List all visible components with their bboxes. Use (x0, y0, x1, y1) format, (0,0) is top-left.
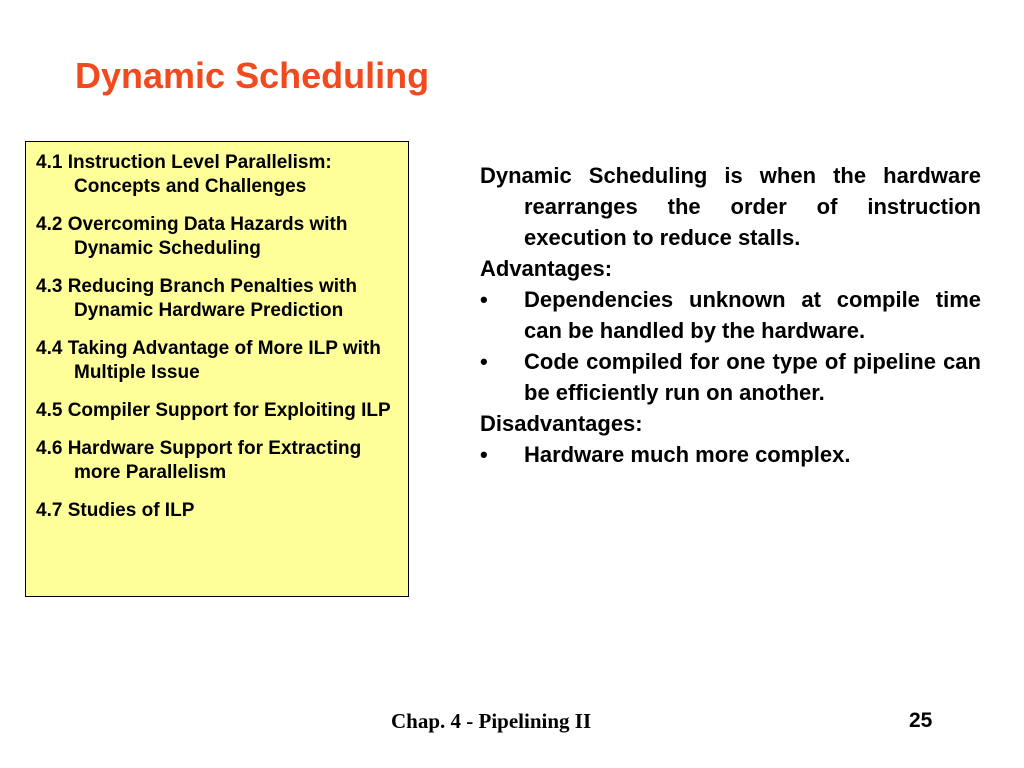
advantage-text: Code compiled for one type of pipeline can be efficiently run on another. (524, 349, 981, 405)
advantage-item (480, 284, 981, 346)
disadvantage-text: Hardware much more complex. (524, 442, 851, 467)
definition-paragraph: Dynamic Scheduling is when the hardware rearranges the order of instruction execution to reduce stalls. (480, 163, 981, 250)
page-number: 25 (909, 709, 933, 732)
advantages-heading: Advantages: (480, 256, 613, 281)
toc-item-4-5: 4.5 Compiler Support for Exploiting ILP (36, 400, 391, 421)
chapter-contents-box (25, 141, 409, 597)
footer-chapter-label: Chap. 4 - Pipelining II (391, 709, 592, 733)
disadvantages-heading: Disadvantages: (480, 411, 643, 436)
bullet-icon: • (480, 349, 488, 374)
advantage-item (480, 346, 981, 408)
slide-body (480, 160, 981, 470)
bullet-icon: • (480, 287, 488, 312)
toc-item-4-6: 4.6 Hardware Support for Extracting more Parallelism (36, 438, 362, 483)
advantage-text: Dependencies unknown at compile time can be handled by the hardware. (524, 287, 981, 343)
slide-title: Dynamic Scheduling (75, 55, 430, 96)
toc-item-4-4: 4.4 Taking Advantage of More ILP with Multiple Issue (36, 338, 381, 383)
toc-item-4-1: 4.1 Instruction Level Parallelism: Concepts and Challenges (36, 152, 332, 197)
bullet-icon: • (480, 442, 488, 467)
toc-item-4-3: 4.3 Reducing Branch Penalties with Dynamic Hardware Prediction (36, 276, 357, 321)
disadvantage-item (480, 439, 981, 470)
toc-item-4-2: 4.2 Overcoming Data Hazards with Dynamic Scheduling (36, 214, 348, 259)
toc-item-4-7: 4.7 Studies of ILP (36, 500, 195, 521)
